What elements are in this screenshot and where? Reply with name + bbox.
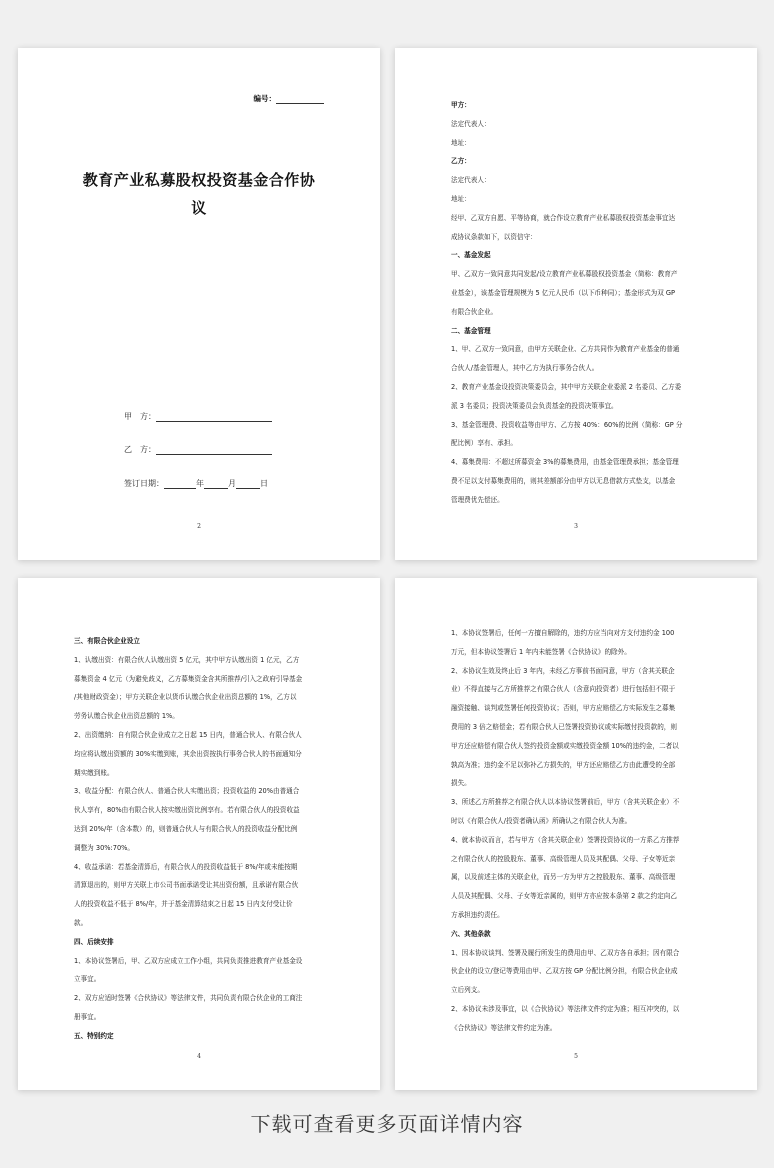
document-page-4 xyxy=(18,578,380,1090)
section-heading: 三、有限合伙企业设立 xyxy=(74,637,140,645)
party-b-signature-field xyxy=(124,444,272,455)
body-line: 地址： xyxy=(451,194,471,203)
body-line: 派 3 名委员；投资决策委员会负责基金的投资决策事宜。 xyxy=(451,401,618,410)
body-line: 立后列支。 xyxy=(451,986,484,995)
page-number: 5 xyxy=(574,1053,578,1060)
agreement-title xyxy=(68,166,330,222)
party-a-label: 甲 方： xyxy=(124,412,156,421)
year-label: 年 xyxy=(196,479,204,488)
sign-date-label: 签订日期： xyxy=(124,479,164,488)
body-line: 4、就本协议而言，若与甲方（含其关联企业）签署投资协议的一方系乙方推荐 xyxy=(451,835,680,844)
body-line: 经甲、乙双方自愿、平等协商，就合作设立教育产业私募股权投资基金事宜达 xyxy=(451,213,676,222)
page-3-body xyxy=(451,96,707,510)
year-blank xyxy=(164,479,196,489)
party-b-label: 乙 方： xyxy=(124,445,156,454)
day-blank xyxy=(236,479,260,489)
body-line: 清算退出的，则甲方关联上市公司书面承诺受让其出资份额，且承诺有限合伙 xyxy=(74,881,299,890)
agreement-title-line-1: 教育产业私募股权投资基金合作协 xyxy=(82,171,316,189)
section-heading: 甲方： xyxy=(451,101,471,109)
section-heading: 六、其他条款 xyxy=(451,929,491,938)
body-line: 万元，但本协议签署后 1 年内未能签署《合伙协议》的除外。 xyxy=(451,647,631,656)
body-line: 人员及其配偶、父母、子女等近亲属的，则甲方亦应按本条第 2 款之约定向乙 xyxy=(451,892,677,901)
agreement-title-line-2: 议 xyxy=(191,199,207,217)
page-4-body xyxy=(74,632,330,1046)
body-line: 成协议条款如下，以资信守： xyxy=(451,232,537,241)
body-line: 1、本协议签署后，甲、乙双方应成立工作小组，共同负责推进教育产业基金设 xyxy=(74,956,303,965)
body-line: 融资接触、谈判或签署任何投资协议；否则，甲方应赔偿乙方实际发生之募集 xyxy=(451,704,676,713)
document-page-2 xyxy=(18,48,380,560)
body-line: 募集资金 4 亿元（为避免歧义，乙方募集资金含其所推荐/引入之政府引导基金 xyxy=(74,674,303,683)
body-line: 《合伙协议》等法律文件约定为准。 xyxy=(451,1023,557,1032)
download-more-caption: 下载可查看更多页面详情内容 xyxy=(250,1112,524,1136)
body-line: 法定代表人： xyxy=(451,176,491,185)
party-b-blank xyxy=(156,445,272,455)
page-number: 3 xyxy=(574,523,578,530)
body-line: 伙人享有，80%由有限合伙人按实缴出资比例享有。若有限合伙人的投资收益 xyxy=(74,806,300,815)
body-line: 有限合伙企业。 xyxy=(451,307,498,316)
body-line: 3、所述乙方所推荐之有限合伙人以本协议签署前后，甲方（含其关联企业）不 xyxy=(451,798,680,807)
body-line: 伙企业的设立/登记等费用由甲、乙双方按 GP 分配比例分担，有限合伙企业成 xyxy=(451,967,678,976)
body-line: 4、募集费用：不超过所募资金 3%的募集费用，由基金管理费承担；基金管理 xyxy=(451,458,679,467)
body-line: 期实缴到账。 xyxy=(74,768,114,777)
body-line: 2、双方应适时签署《合伙协议》等法律文件，共同负责有限合伙企业的工商注 xyxy=(74,994,303,1003)
body-line: 地址： xyxy=(451,138,471,147)
serial-number-field xyxy=(254,93,325,104)
serial-number-blank xyxy=(276,95,324,104)
body-line: 业基金），该基金管理规模为 5 亿元人民币（以下币种同）；基金形式为双 GP xyxy=(451,288,675,297)
body-line: 3、收益分配：有限合伙人、普通合伙人实缴出资；投资收益的 20%由普通合 xyxy=(74,787,300,796)
section-heading: 四、后续安排 xyxy=(74,937,114,946)
section-heading: 乙方： xyxy=(451,157,471,166)
body-line: 均应将认缴出资额的 30%实缴到账，其余出资按执行事务合伙人的书面通知分 xyxy=(74,749,302,758)
body-line: 2、教育产业基金设投资决策委员会，其中甲方关联企业委派 2 名委员、乙方委 xyxy=(451,382,682,391)
body-line: 时以《有限合伙人/投资者确认函》所确认之有限合伙人为准。 xyxy=(451,816,632,825)
section-heading: 五、特别约定 xyxy=(74,1031,114,1040)
day-label: 日 xyxy=(260,479,268,488)
document-page-5 xyxy=(395,578,757,1090)
body-line: 3、基金管理费、投资收益等由甲方、乙方按 40%：60%的比例（简称：GP 分 xyxy=(451,420,683,429)
sign-date-field xyxy=(124,478,268,489)
page-5-body xyxy=(451,624,707,1038)
party-a-signature-field xyxy=(124,411,272,422)
body-line: 之有限合伙人的控股股东、董事、高级管理人员及其配偶、父母、子女等近亲 xyxy=(451,854,676,863)
body-line: 法定代表人： xyxy=(451,119,491,128)
body-line: 1、甲、乙双方一致同意，由甲方关联企业、乙方共同作为教育产业基金的普通 xyxy=(451,345,680,354)
body-line: 1、因本协议谈判、签署及履行所发生的费用由甲、乙双方各自承担；因有限合 xyxy=(451,948,680,957)
body-line: 甲方还应赔偿有限合伙人签约投资金额或实缴投资金额 10%的违约金，二者以 xyxy=(451,741,679,750)
body-line: 达到 20%/年（含本数）的，则普通合伙人与有限合伙人的投资收益分配比例 xyxy=(74,824,298,833)
body-line: 费不足以支付募集费用的，则其差额部分由甲方以无息借款方式垫支，以基金 xyxy=(451,476,676,485)
body-line: /其他财政资金）；甲方关联企业以货币认缴合伙企业出资总额的 1%，乙方以 xyxy=(74,693,297,702)
month-label: 月 xyxy=(228,479,236,488)
body-line: 业）不得直接与乙方所推荐之有限合伙人（含意向投资者）进行包括但不限于 xyxy=(451,685,676,694)
body-line: 册事宜。 xyxy=(74,1012,101,1021)
body-line: 人的投资收益不低于 8%/年，并于基金清算结束之日起 15 日内支付受让价 xyxy=(74,900,293,909)
body-line: 2、本协议未涉及事宜，以《合伙协议》等法律文件约定为准；相互冲突的，以 xyxy=(451,1004,680,1013)
body-line: 4、收益承诺：若基金清算后，有限合伙人的投资收益低于 8%/年或未能按期 xyxy=(74,862,298,871)
body-line: 管理费优先偿还。 xyxy=(451,495,504,504)
page-number: 4 xyxy=(197,1053,201,1060)
party-a-blank xyxy=(156,412,272,422)
body-line: 配比例）享有、承担。 xyxy=(451,439,517,448)
body-line: 方承担违约责任。 xyxy=(451,910,504,919)
body-line: 2、本协议生效及终止后 3 年内，未经乙方事前书面同意，甲方（含其关联企 xyxy=(451,666,675,675)
body-line: 合伙人/基金管理人，其中乙方为执行事务合伙人。 xyxy=(451,364,599,373)
body-line: 损失。 xyxy=(451,779,471,788)
page-number: 2 xyxy=(197,523,201,530)
body-line: 劳务认缴合伙企业出资总额的 1%。 xyxy=(74,712,179,721)
body-line: 立事宜。 xyxy=(74,975,101,984)
body-line: 甲、乙双方一致同意共同发起/设立教育产业私募股权投资基金（简称：教育产 xyxy=(451,270,678,279)
section-heading: 二、基金管理 xyxy=(451,326,491,335)
month-blank xyxy=(204,479,228,489)
body-line: 孰高为准；违约金不足以弥补乙方损失的，甲方还应赔偿乙方由此遭受的全部 xyxy=(451,760,676,769)
serial-number-label: 编号： xyxy=(253,94,276,103)
body-line: 调整为 30%:70%。 xyxy=(74,843,135,852)
section-heading: 一、基金发起 xyxy=(451,251,491,260)
document-page-3 xyxy=(395,48,757,560)
body-line: 款。 xyxy=(74,918,88,927)
body-line: 1、认缴出资：有限合伙人认缴出资 5 亿元，其中甲方认缴出资 1 亿元，乙方 xyxy=(74,655,300,664)
body-line: 属，以及前述主体的关联企业，而另一方为甲方之控股股东、董事、高级管理 xyxy=(451,873,676,882)
body-line: 1、本协议签署后，任何一方擅自解除的，违约方应当向对方支付违约金 100 xyxy=(451,629,675,637)
body-line: 2、出资缴纳：自有限合伙企业成立之日起 15 日内，普通合伙人、有限合伙人 xyxy=(74,730,302,739)
body-line: 费用的 3 倍之赔偿金；若有限合伙人已签署投资协议或实际缴付投资款的，则 xyxy=(451,722,677,731)
